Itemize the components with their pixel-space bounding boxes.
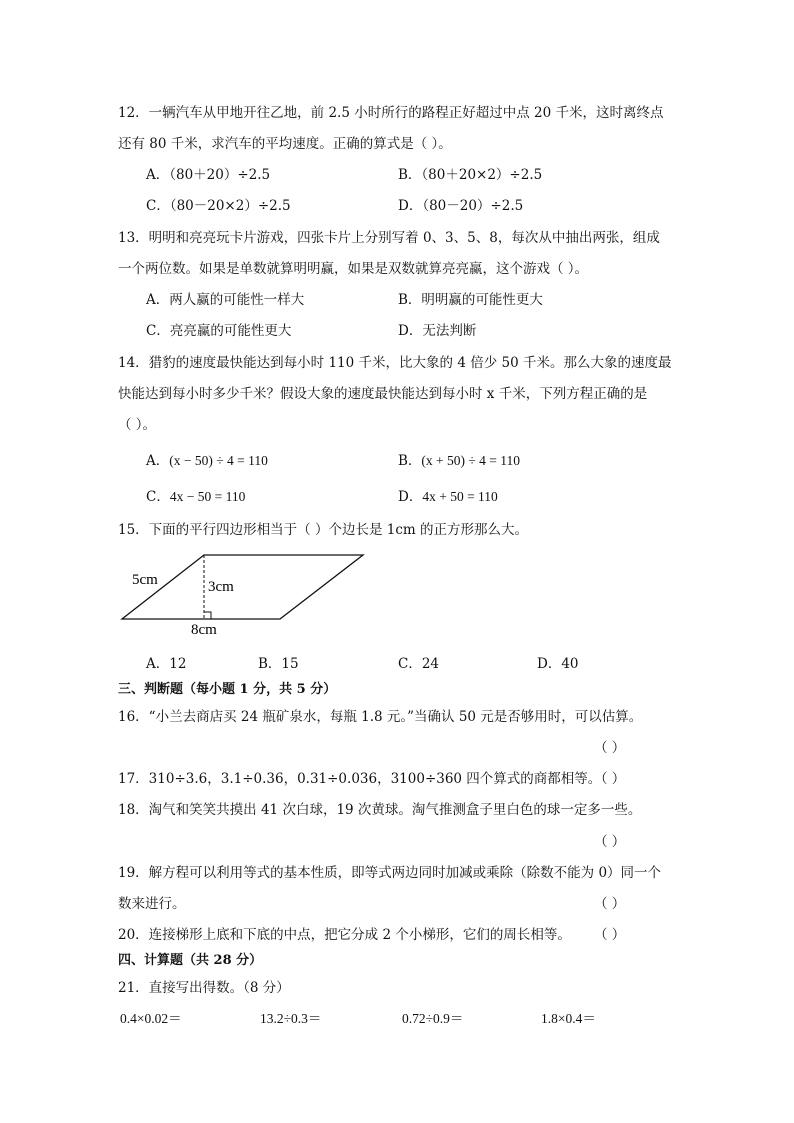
q13-option-c[interactable]: C．亮亮赢的可能性更大 xyxy=(146,323,292,339)
section-4-title: 四、计算题（共 28 分） xyxy=(118,953,263,968)
q21-expression: 0.72÷0.9＝ xyxy=(402,1011,464,1026)
q14-option-d-equation: 4x + 50 = 110 xyxy=(422,489,498,504)
q15-option-c[interactable]: C．24 xyxy=(398,656,440,672)
q16-line-1: 16．“小兰去商店买 24 瓶矿泉水，每瓶 1.8 元。”当确认 50 元是否够用时，可以估算。 xyxy=(118,709,643,725)
q21-expression: 0.4×0.02＝ xyxy=(120,1011,182,1026)
section-3-title: 三、判断题（每小题 1 分，共 5 分） xyxy=(118,682,337,697)
q14-line-1: 14．猎豹的速度最快能达到每小时 110 千米，比大象的 4 倍少 50 千米。那么大象的速度最 xyxy=(118,355,672,371)
right-angle-mark xyxy=(204,612,211,619)
q14-option-d-label: D． xyxy=(398,489,423,505)
q13-option-b[interactable]: B．明明赢的可能性更大 xyxy=(398,292,543,308)
q16-answer-blank[interactable]: （ ） xyxy=(594,740,626,756)
q12-line-1: 12．一辆汽车从甲地开往乙地，前 2.5 小时所行的路程正好超过中点 20 千米，这时离终点 xyxy=(118,105,664,121)
q18-answer-blank[interactable]: （ ） xyxy=(594,834,626,850)
q21-expression: 13.2÷0.3＝ xyxy=(260,1011,322,1026)
q17-answer-blank[interactable]: （ ） xyxy=(594,771,626,787)
q19-answer-blank[interactable]: （ ） xyxy=(594,896,626,912)
q14-option-d[interactable] xyxy=(398,488,498,506)
q14-line-3: （ ）。 xyxy=(118,417,157,433)
q12-option-a[interactable]: A．（80＋20）÷2.5 xyxy=(146,167,271,183)
q12-option-b[interactable]: B．（80＋20×2）÷2.5 xyxy=(398,167,543,183)
parallelogram-figure xyxy=(118,548,378,640)
q12-line-2: 还有 80 千米，求汽车的平均速度。正确的算式是（ ）。 xyxy=(118,136,452,152)
q15-option-d[interactable]: D．40 xyxy=(537,656,579,672)
q12-option-c[interactable]: C．（80－20×2）÷2.5 xyxy=(146,198,291,214)
q14-option-c-label: C． xyxy=(146,489,170,505)
q14-option-a[interactable] xyxy=(146,452,268,470)
side-label: 5cm xyxy=(132,572,158,588)
q21-line-1: 21．直接写出得数。（8 分） xyxy=(118,980,290,996)
q12-option-d[interactable]: D．（80－20）÷2.5 xyxy=(398,198,524,214)
q13-option-a[interactable]: A．两人赢的可能性一样大 xyxy=(146,292,305,308)
q18-line-1: 18．淘气和笑笑共摸出 41 次白球，19 次黄球。淘气推测盒子里白色的球一定多一些。 xyxy=(118,802,642,818)
q20-answer-blank[interactable]: （ ） xyxy=(594,927,626,943)
q20-line-1: 20．连接梯形上底和下底的中点，把它分成 2 个小梯形，它们的周长相等。 xyxy=(118,927,571,943)
q14-option-c-equation: 4x − 50 = 110 xyxy=(169,489,246,504)
q21-expression: 1.8×0.4＝ xyxy=(541,1011,596,1026)
q14-option-a-equation: (x − 50) ÷ 4 = 110 xyxy=(169,453,268,468)
q19-line-2: 数来进行。 xyxy=(118,896,186,912)
height-label: 3cm xyxy=(208,579,234,595)
q15-line-1: 15．下面的平行四边形相当于（ ）个边长是 1cm 的正方形那么大。 xyxy=(118,522,529,538)
base-label: 8cm xyxy=(191,622,217,638)
q15-option-a[interactable]: A．12 xyxy=(146,656,187,672)
q14-option-a-label: A． xyxy=(146,453,170,469)
q15-option-b[interactable]: B．15 xyxy=(258,656,299,672)
q13-line-1: 13．明明和亮亮玩卡片游戏，四张卡片上分别写着 0、3、5、8，每次从中抽出两张，组成 xyxy=(118,230,660,246)
q17-line-1: 17．310÷3.6，3.1÷0.36，0.31÷0.036，3100÷360 四个算式的商都相等。 xyxy=(118,771,602,787)
parallelogram-shape xyxy=(122,555,363,619)
q14-option-b-equation: (x + 50) ÷ 4 = 110 xyxy=(421,453,521,468)
q13-option-d[interactable]: D．无法判断 xyxy=(398,323,477,339)
q13-line-2: 一个两位数。如果是单数就算明明赢，如果是双数就算亮亮赢，这个游戏（ ）。 xyxy=(118,261,589,277)
q14-line-2: 快能达到每小时多少千米？假设大象的速度最快能达到每小时 x 千米，下列方程正确的是 xyxy=(118,386,648,402)
q14-option-c[interactable] xyxy=(146,488,245,506)
q14-option-b[interactable] xyxy=(398,452,520,470)
q14-option-b-label: B． xyxy=(398,453,422,469)
q19-line-1: 19．解方程可以利用等式的基本性质，即等式两边同时加减或乘除（除数不能为 0）同一个 xyxy=(118,865,662,881)
